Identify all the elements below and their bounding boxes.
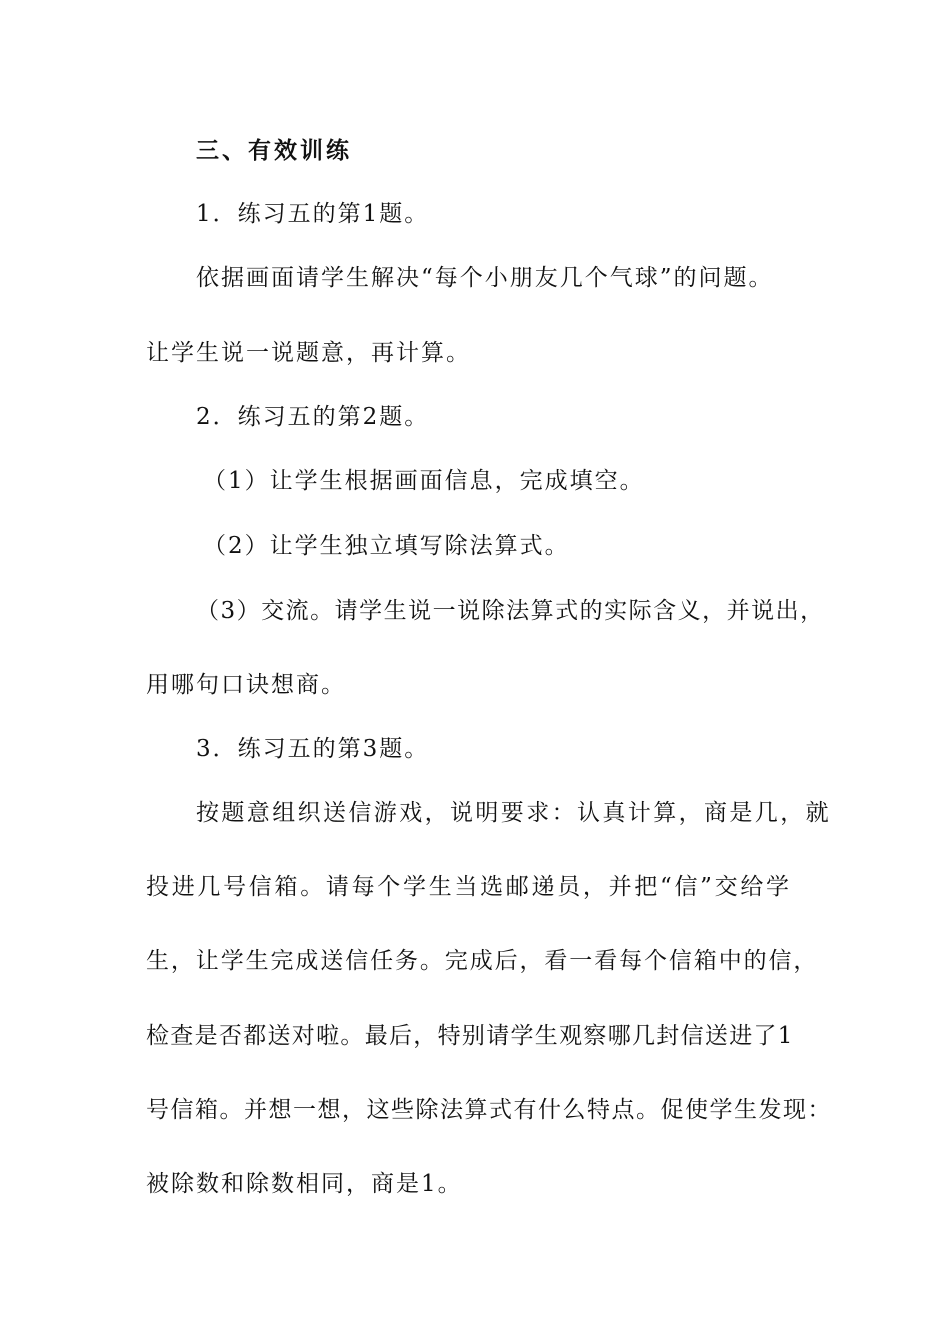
paragraph-line: 让学生说一说题意，再计算。 (146, 340, 471, 366)
section-heading: 三、有效训练 (196, 137, 352, 164)
paragraph-line: 用哪句口诀想商。 (146, 672, 346, 698)
paragraph-line: 依据画面请学生解决“每个小朋友几个气球”的问题。 (196, 265, 774, 291)
exercise-3-title: 3．练习五的第3题。 (196, 736, 430, 762)
paragraph-line: 按题意组织送信游戏，说明要求：认真计算，商是几，就 (196, 800, 831, 826)
paragraph-line: 号信箱。并想一想，这些除法算式有什么特点。促使学生发现： (146, 1097, 832, 1123)
exercise-1-title: 1．练习五的第1题。 (196, 201, 430, 227)
paragraph-line: （3）交流。请学生说一说除法算式的实际含义，并说出， (196, 598, 825, 624)
paragraph-line: （1）让学生根据画面信息，完成填空。 (203, 468, 645, 494)
exercise-2-title: 2．练习五的第2题。 (196, 404, 430, 430)
paragraph-line: 被除数和除数相同，商是1。 (146, 1171, 463, 1197)
paragraph-line: （2）让学生独立填写除法算式。 (203, 533, 570, 559)
paragraph-line: 检查是否都送对啦。最后，特别请学生观察哪几封信送进了1 (146, 1023, 794, 1049)
paragraph-line: 投进几号信箱。请每个学生当选邮递员，并把“信”交给学 (146, 874, 792, 900)
paragraph-line: 生，让学生完成送信任务。完成后，看一看每个信箱中的信， (146, 948, 819, 974)
